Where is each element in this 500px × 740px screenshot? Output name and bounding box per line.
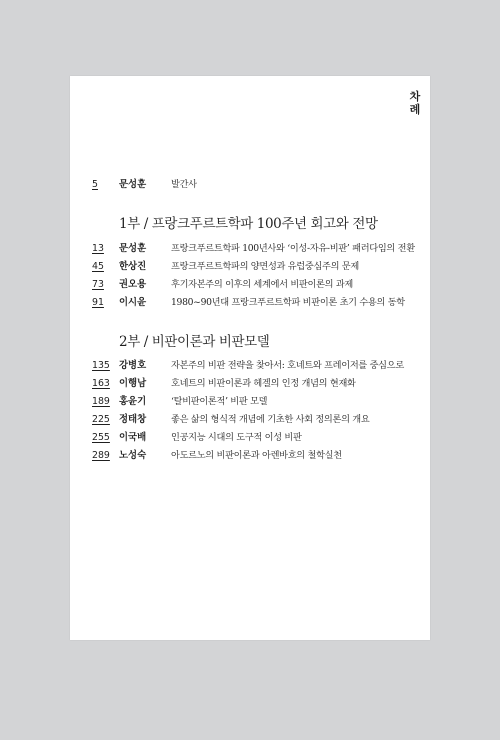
chapter-title: 프랑크푸르트학파의 양면성과 유럽중심주의 문제 [171,261,359,272]
chapter-title: 프랑크푸르트학파 100년사와 ‘이성-자유-비판’ 패러다임의 전환 [171,243,415,254]
chapter-title: ‘탈비판이론적’ 비판 모델 [171,396,268,407]
page-number[interactable]: 189 [92,396,110,407]
author-name: 노성숙 [119,450,147,461]
part-1-heading: 1부 / 프랑크푸르트학파 100주년 회고와 전망 [119,216,378,232]
chapter-title: 발간사 [171,179,197,190]
author-name: 홍윤기 [119,396,147,407]
chapter-title: 호네트의 비판이론과 헤겔의 인정 개념의 현재화 [171,378,356,389]
page-number[interactable]: 163 [92,378,110,389]
book-page [70,76,430,640]
page-number[interactable]: 289 [92,450,110,461]
page-number[interactable]: 5 [92,179,98,190]
author-name: 이시윤 [119,297,147,308]
page-number[interactable]: 135 [92,360,110,371]
chapter-title: 후기자본주의 이후의 세계에서 비판이론의 과제 [171,279,353,290]
page-number[interactable]: 13 [92,243,104,254]
author-name: 문성훈 [119,243,147,254]
author-name: 권오용 [119,279,147,290]
author-name: 문성훈 [119,179,147,190]
part-2-heading: 2부 / 비판이론과 비판모델 [119,334,270,350]
author-name: 이행남 [119,378,147,389]
page-number[interactable]: 255 [92,432,110,443]
author-name: 이국배 [119,432,147,443]
contents-title: 차 례 [409,90,421,116]
chapter-title: 자본주의 비판 전략을 찾아서: 호네트와 프레이저를 중심으로 [171,360,404,371]
author-name: 강병호 [119,360,147,371]
page-number[interactable]: 225 [92,414,110,425]
author-name: 한상진 [119,261,147,272]
chapter-title: 아도르노의 비판이론과 아렌바흐의 철학실천 [171,450,342,461]
author-name: 정태창 [119,414,147,425]
page-number[interactable]: 45 [92,261,104,272]
chapter-title: 좋은 삶의 형식적 개념에 기초한 사회 정의론의 개요 [171,414,370,425]
chapter-title: 1980~90년대 프랑크푸르트학파 비판이론 초기 수용의 동학 [171,297,405,308]
page-number[interactable]: 91 [92,297,104,308]
chapter-title: 인공지능 시대의 도구적 이성 비판 [171,432,302,443]
page-number[interactable]: 73 [92,279,104,290]
